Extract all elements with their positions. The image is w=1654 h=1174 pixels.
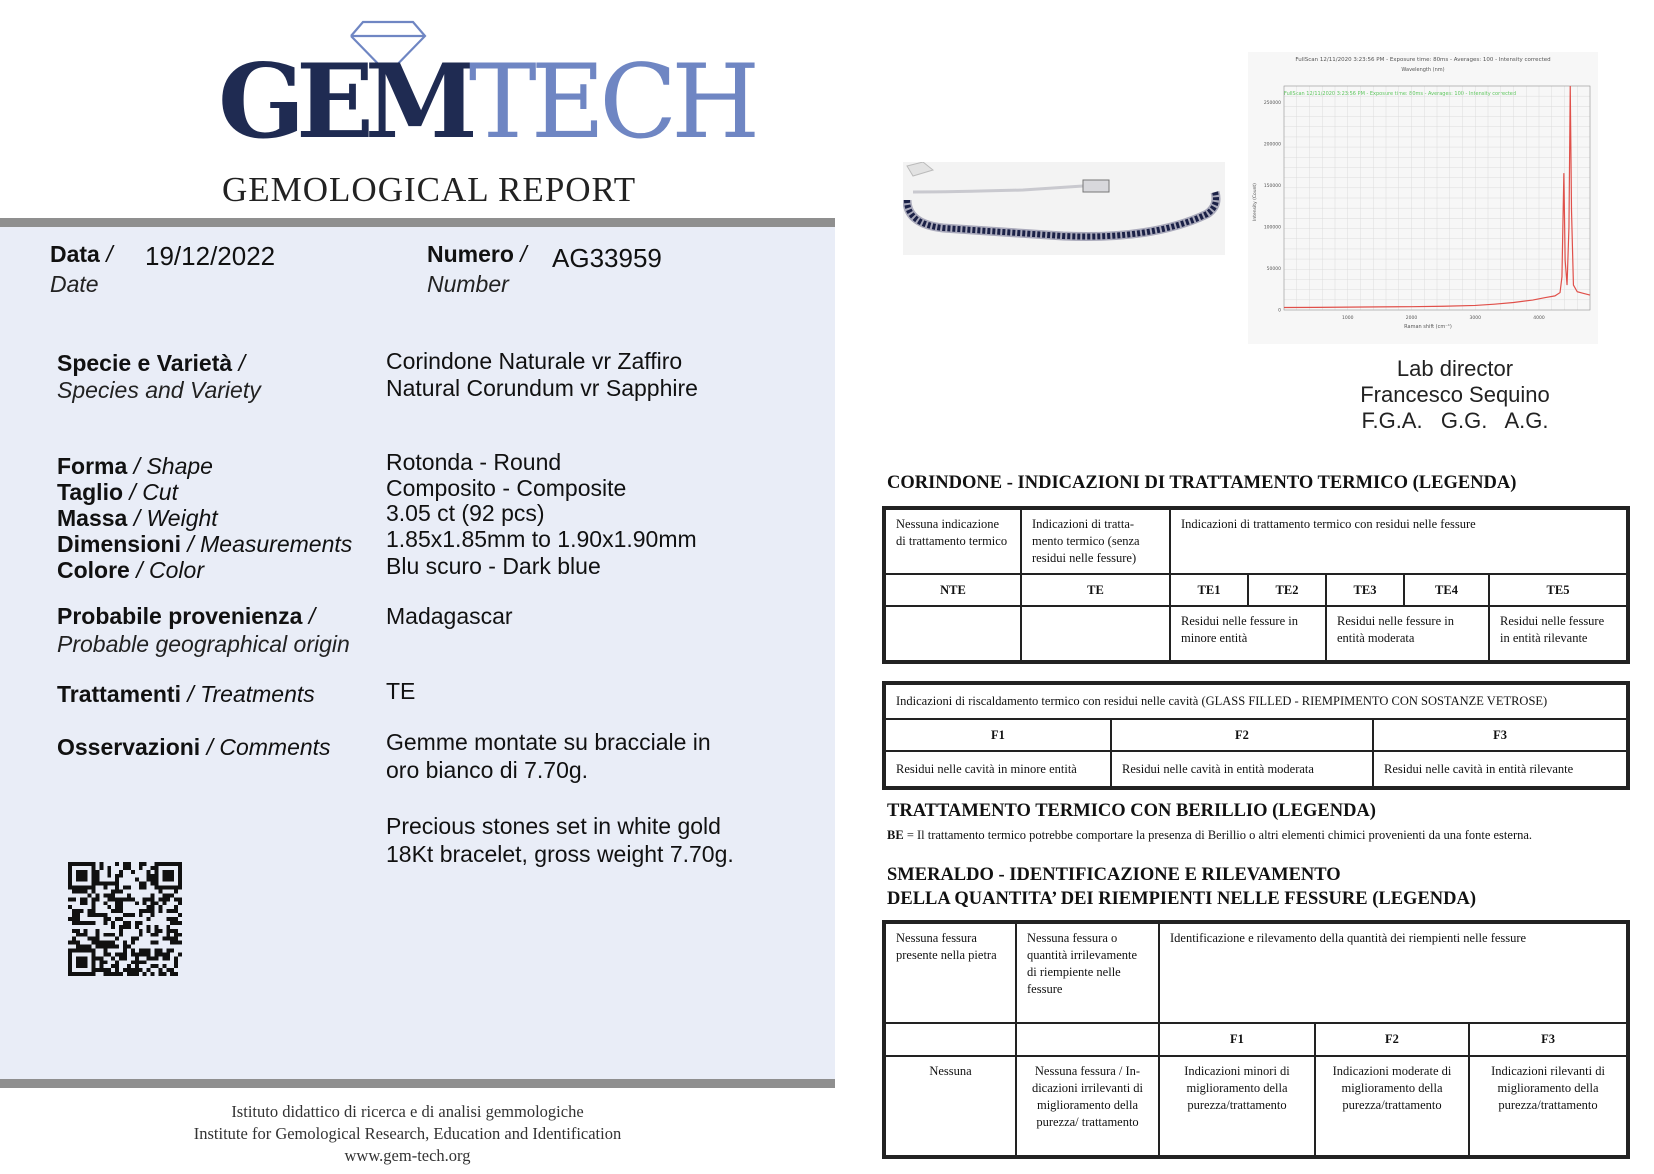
code-glass-f3: F3 (1373, 719, 1627, 751)
footer-institute-it: Istituto didattico di ricerca e di analisi gemmologiche (231, 1102, 584, 1121)
spectrum-y-tick-label: 250000 (1263, 101, 1281, 107)
comments-label: Osservazioni / Comments (57, 734, 331, 760)
number-value: AG33959 (552, 243, 662, 273)
emerald-legend-table (884, 922, 1628, 1157)
code-emerald-f1: F1 (1159, 1023, 1315, 1056)
emerald-legend-title-2: DELLA QUANTITA’ DEI RIEMPIENTI NELLE FESSURE (LEGENDA) (887, 889, 1477, 909)
code-emerald-f3: F3 (1469, 1023, 1627, 1056)
comments-it-line-1: Gemme montate su bracciale in (386, 729, 711, 755)
origin-label: Probabile provenienza / (57, 603, 316, 629)
logo-tech-text: TECH (468, 43, 755, 162)
spectrum-header: FullScan 12/11/2020 3:23:56 PM - Exposure time: 80ms - Averages: 100 - Intensity corrected (1295, 57, 1551, 63)
footer-website-link[interactable]: www.gem-tech.org (344, 1146, 471, 1165)
logo-wordmark (218, 42, 755, 162)
emerald-filler-desc: Identificazione e rilevamento della quantità dei riempienti nelle fessure (1159, 923, 1627, 1023)
spectrum-y-tick-label: 50000 (1266, 267, 1281, 273)
logo-gem-text: GEM (218, 42, 469, 162)
code-te5: TE5 (1489, 574, 1627, 606)
spectrum-ylabel: Intensity (Count) (1253, 183, 1258, 221)
shape-label: Forma / Shape (57, 453, 213, 479)
measurements-label: Dimensioni / Measurements (57, 531, 353, 557)
te5-desc: Residui nelle fessure in entità rilevante (1489, 606, 1627, 661)
color-label: Colore / Color (57, 557, 204, 583)
code-glass-f1: F1 (885, 719, 1111, 751)
spectrum-x-tick-label: 4000 (1533, 316, 1545, 321)
species-value-it: Corindone Naturale vr Zaffiro (386, 348, 683, 374)
corundum-legend-table (884, 508, 1628, 662)
code-te: TE (1021, 574, 1170, 606)
emerald-f1-desc: Indicazioni minori di miglioramento della purezza/trattamento (1159, 1056, 1315, 1156)
origin-value: Madagascar (386, 603, 513, 629)
spectrum-x-tick-label: 2000 (1405, 316, 1418, 321)
weight-label: Massa / Weight (57, 505, 218, 531)
corundum-legend-title: CORINDONE - INDICAZIONI DI TRATTAMENTO TERMICO (LEGENDA) (887, 473, 1517, 493)
number-field-label-en: Number (427, 271, 509, 297)
cut-value: Composito - Composite (386, 475, 627, 501)
number-field-label: Numero / (427, 241, 527, 267)
emerald-irrelevant-desc: Nessuna fessura o quantità irrilevamente di riempiente nelle fessure (1016, 923, 1159, 1023)
spectrum-y-tick-label: 200000 (1263, 142, 1281, 148)
spectrum-green-note: FullScan 12/11/2020 3:23:56 PM - Exposure time: 80ms - Averages: 100 - Intensity corrected (1284, 91, 1517, 97)
qr-code-icon[interactable] (66, 862, 184, 976)
glass-filled-header: Indicazioni di riscaldamento termico con residui nelle cavità (GLASS FILLED - RIEMPIMENTO CON SOSTANZE VETROSE) (885, 684, 1627, 719)
date-field-label: Data / (50, 241, 113, 267)
glass-filled-legend-table (884, 683, 1628, 788)
origin-label-en: Probable geographical origin (57, 631, 350, 657)
emerald-f3-desc: Indicazioni rilevanti di miglioramento della purezza/trattamento (1469, 1056, 1627, 1156)
glass-f1-desc: Residui nelle cavità in minore entità (885, 751, 1111, 787)
emerald-irrelevant-code-desc: Nessuna fessura / In-dicazioni irrilevanti di miglioramento della purezza/ trattamento (1016, 1056, 1159, 1156)
raman-spectrum-chart (1248, 52, 1598, 344)
spectrum-y-tick-label: 100000 (1263, 225, 1281, 231)
te3-te4-desc: Residui nelle fessure in entità moderata (1326, 606, 1489, 661)
lab-director-title: Lab director (1396, 356, 1514, 381)
spectrum-xlabel: Raman shift (cm⁻¹) (1404, 324, 1452, 330)
bracelet-photo (903, 162, 1225, 255)
weight-value: 3.05 ct (92 pcs) (386, 500, 545, 526)
date-value: 19/12/2022 (145, 241, 276, 271)
beryllium-legend-title: TRATTAMENTO TERMICO CON BERILLIO (LEGENDA) (887, 801, 1376, 821)
code-te2: TE2 (1248, 574, 1326, 606)
lab-director-credentials: F.G.A. G.G. A.G. (1361, 408, 1549, 433)
emerald-none-code-desc: Nessuna (885, 1056, 1016, 1156)
spectrum-y-tick-label: 0 (1278, 308, 1281, 314)
spectrum-x-tick-label: 3000 (1469, 316, 1481, 321)
emerald-f2-desc: Indicazioni moderate di miglioramento della purezza/trattamento (1315, 1056, 1469, 1156)
code-nte: NTE (885, 574, 1021, 606)
cut-label: Taglio / Cut (57, 479, 178, 505)
emerald-legend-title-1: SMERALDO - IDENTIFICAZIONE E RILEVAMENTO (887, 865, 1341, 885)
glass-f3-desc: Residui nelle cavità in entità rilevante (1373, 751, 1627, 787)
emerald-none-desc: Nessuna fessura presente nella pietra (885, 923, 1016, 1023)
beryllium-note: BE = Il trattamento termico potrebbe comportare la presenza di Berillio o altri elementi chimici provenienti da una fonte esterna. (887, 828, 1533, 842)
date-field-label-en: Date (50, 271, 99, 297)
treatments-value: TE (386, 678, 416, 704)
shape-value: Rotonda - Round (386, 449, 562, 475)
footer-institute-en: Institute for Gemological Research, Education and Identification (193, 1124, 622, 1143)
code-emerald-f2: F2 (1315, 1023, 1469, 1056)
spectrum-y-tick-label: 150000 (1263, 184, 1281, 190)
empty-cell (1016, 1023, 1159, 1056)
legend-te-desc: Indicazioni di tratta-mento termico (senza residui nelle fessure) (1021, 509, 1170, 574)
empty-cell (885, 606, 1021, 661)
te1-te2-desc: Residui nelle fessure in minore entità (1170, 606, 1326, 661)
measurements-value: 1.85x1.85mm to 1.90x1.90mm (386, 526, 697, 552)
comments-it-line-2: oro bianco di 7.70g. (386, 757, 589, 783)
code-te1: TE1 (1170, 574, 1248, 606)
logo-area (0, 0, 835, 215)
glass-f2-desc: Residui nelle cavità in entità moderata (1111, 751, 1373, 787)
treatments-label: Trattamenti / Treatments (57, 681, 315, 707)
species-value-en: Natural Corundum vr Sapphire (386, 375, 698, 401)
code-glass-f2: F2 (1111, 719, 1373, 751)
legend-nte-desc: Nessuna indicazione di trattamento termico (885, 509, 1021, 574)
code-te3: TE3 (1326, 574, 1404, 606)
color-value: Blu scuro - Dark blue (386, 553, 601, 579)
spectrum-header-sub: Wavelength (nm) (1401, 67, 1445, 73)
species-label-en: Species and Variety (57, 377, 261, 403)
comments-en-line-2: 18Kt bracelet, gross weight 7.70g. (386, 841, 734, 867)
code-te4: TE4 (1404, 574, 1489, 606)
spectrum-x-tick-label: 1000 (1342, 316, 1354, 321)
report-title: GEMOLOGICAL REPORT (222, 170, 637, 209)
empty-cell (885, 1023, 1016, 1056)
comments-en-line-1: Precious stones set in white gold (386, 813, 721, 839)
lab-director-name: Francesco Sequino (1360, 382, 1550, 407)
empty-cell (1021, 606, 1170, 661)
species-label: Specie e Varietà / (57, 350, 245, 376)
legend-te-residui-desc: Indicazioni di trattamento termico con residui nelle fessure (1170, 509, 1627, 574)
